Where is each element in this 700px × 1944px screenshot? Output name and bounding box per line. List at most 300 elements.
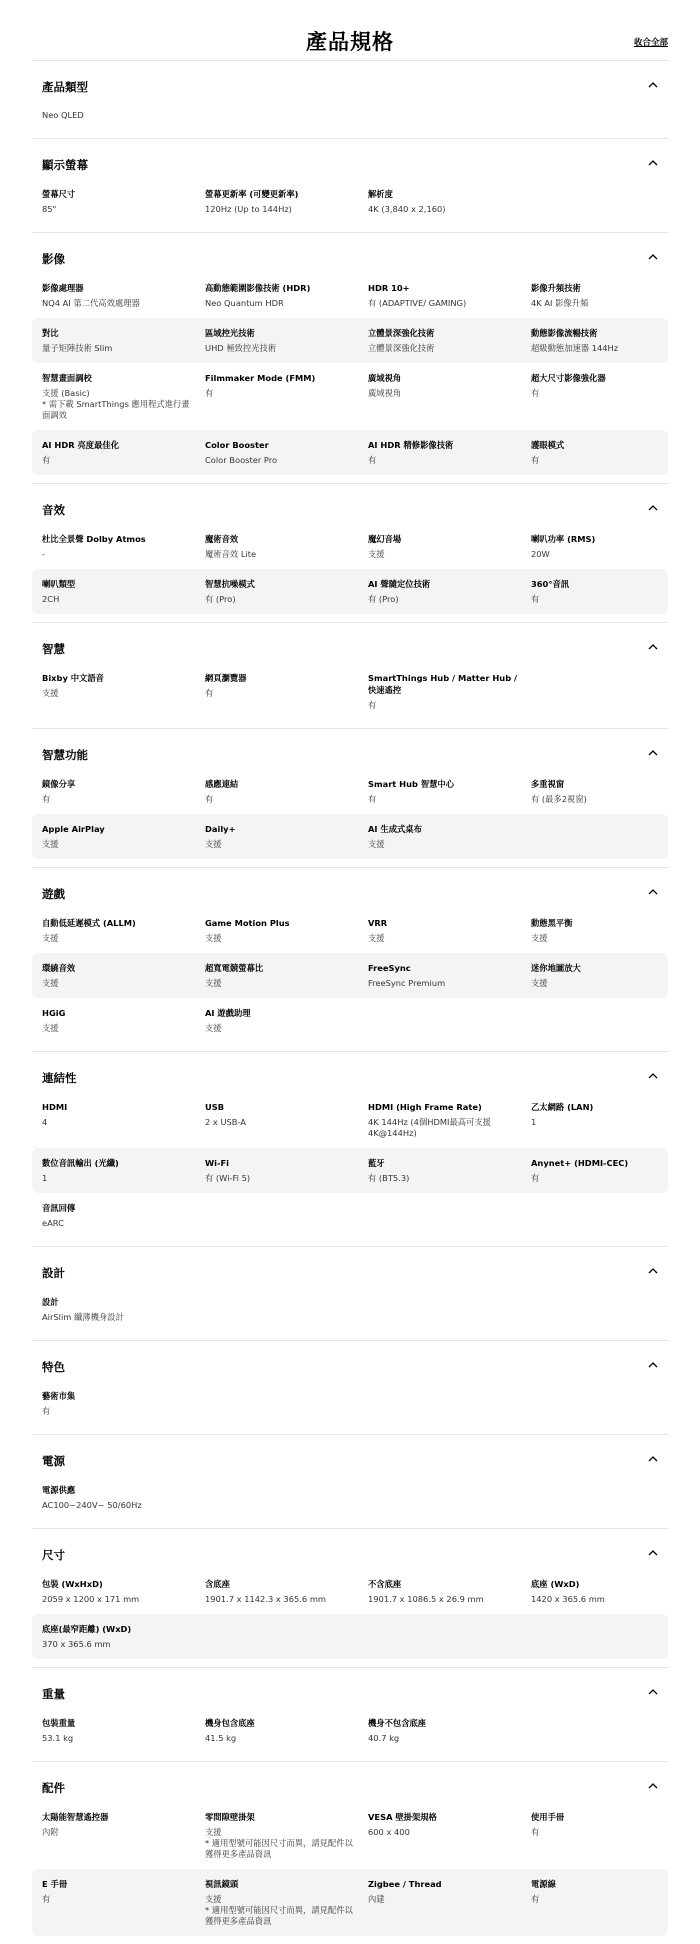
spec-label: Wi-Fi: [205, 1158, 229, 1168]
spec-cell: [42, 188, 205, 215]
spec-value: 支援 * 適用型號可能因尺寸而異，請見配件以獲得更多產品資訊: [205, 1827, 353, 1859]
spec-cell: [531, 327, 694, 354]
spec-label: 影像升頻技術: [531, 283, 581, 293]
spec-cell: [531, 1578, 694, 1605]
spec-label: 螢幕尺寸: [42, 189, 76, 199]
spec-cell: [42, 282, 205, 309]
spec-sections: [0, 60, 700, 1944]
section-title: 電源: [42, 1454, 65, 1468]
spec-label: 太陽能智慧遙控器: [42, 1812, 109, 1822]
spec-row: [32, 318, 668, 363]
spec-rows: [32, 1708, 668, 1761]
spec-row: [32, 1148, 668, 1193]
spec-label: 含底座: [205, 1579, 230, 1589]
spec-section: [32, 1434, 668, 1528]
spec-cell: [368, 823, 531, 850]
spec-row: [32, 998, 668, 1043]
spec-value: 4K (3,840 x 2,160): [368, 204, 446, 214]
spec-label: 動態黑平衡: [531, 918, 573, 928]
spec-cell: [205, 672, 368, 711]
spec-row: [32, 524, 668, 569]
spec-cell: [368, 1578, 531, 1605]
spec-cell: [531, 533, 694, 560]
spec-label: 喇叭功率 (RMS): [531, 534, 596, 544]
spec-cell: [368, 1811, 531, 1860]
spec-label: Smart Hub 智慧中心: [368, 779, 455, 789]
spec-cell: [205, 917, 368, 944]
spec-cell: [368, 1157, 531, 1184]
spec-value: UHD 極致控光技術: [205, 343, 277, 353]
spec-rows: [32, 273, 668, 483]
spec-label: 多重視窗: [531, 779, 565, 789]
spec-label: 鏡像分享: [42, 779, 76, 789]
collapse-all-link[interactable]: 收合全部: [633, 38, 668, 48]
spec-label: HDMI (High Frame Rate): [368, 1102, 482, 1112]
spec-cell: [42, 372, 205, 421]
spec-cell: [42, 672, 205, 711]
spec-value: 53.1 kg: [42, 1733, 74, 1743]
spec-rows: [32, 1569, 668, 1667]
spec-label: 對比: [42, 328, 59, 338]
spec-cell: [42, 533, 205, 560]
chevron-up-icon[interactable]: [648, 749, 658, 756]
spec-label: 機身不包含底座: [368, 1718, 427, 1728]
spec-value: 有: [205, 688, 214, 698]
spec-section: [32, 867, 668, 1051]
spec-value: 支援: [531, 933, 548, 943]
spec-value: 有: [531, 455, 540, 465]
spec-label: FreeSync: [368, 963, 411, 973]
spec-label: 迷你地圖放大: [531, 963, 581, 973]
spec-cell: [531, 282, 694, 309]
chevron-up-icon[interactable]: [648, 1072, 658, 1079]
spec-label: Anynet+ (HDMI-CEC): [531, 1158, 629, 1168]
section-header[interactable]: [32, 233, 668, 273]
spec-value: 41.5 kg: [205, 1733, 237, 1743]
spec-value: 支援: [368, 549, 385, 559]
spec-label: AI 生成式桌布: [368, 824, 422, 834]
spec-value: 支援: [205, 1023, 222, 1033]
section-header[interactable]: [32, 1435, 668, 1475]
spec-cell: [368, 1717, 531, 1744]
spec-value: 1420 x 365.6 mm: [531, 1594, 605, 1604]
spec-cell: [368, 372, 531, 421]
spec-value: FreeSync Premium: [368, 978, 446, 988]
spec-label: AI HDR 亮度最佳化: [42, 440, 119, 450]
section-title: 設計: [42, 1266, 65, 1280]
spec-value: 超級動態加速器 144Hz: [531, 343, 619, 353]
spec-cell: [205, 1007, 368, 1034]
spec-label: 視訊鏡頭: [205, 1879, 239, 1889]
spec-row: [32, 769, 668, 814]
section-title: 智慧: [42, 642, 65, 656]
spec-label: 網頁瀏覽器: [205, 673, 247, 683]
spec-cell: [205, 372, 368, 421]
spec-label: HDR 10+: [368, 283, 410, 293]
spec-cell: [42, 1578, 205, 1605]
spec-cell: [205, 327, 368, 354]
spec-label: Game Motion Plus: [205, 918, 290, 928]
spec-value: 廣域視角: [368, 388, 402, 398]
spec-label: Apple AirPlay: [42, 824, 105, 834]
spec-cell: [205, 1157, 368, 1184]
section-header[interactable]: [32, 1529, 668, 1569]
spec-value: Neo QLED: [42, 110, 84, 120]
page-header: [0, 0, 700, 60]
chevron-up-icon[interactable]: [648, 504, 658, 511]
spec-section: [32, 1667, 668, 1761]
spec-value: 支援 * 適用型號可能因尺寸而異，請見配件以獲得更多產品資訊: [205, 1894, 353, 1926]
spec-value: 有: [531, 1173, 540, 1183]
spec-rows: [32, 1381, 668, 1434]
chevron-up-icon[interactable]: [648, 1361, 658, 1368]
spec-cell: [205, 962, 368, 989]
spec-section: [32, 60, 668, 138]
spec-section: [32, 622, 668, 728]
spec-label: Bixby 中文語音: [42, 673, 104, 683]
spec-value: 支援: [42, 1023, 59, 1033]
section-header[interactable]: [32, 139, 668, 179]
spec-cell: [42, 1202, 205, 1229]
spec-label: VESA 壁掛架規格: [368, 1812, 437, 1822]
spec-value: 600 x 400: [368, 1827, 410, 1837]
spec-cell: [205, 578, 368, 605]
spec-cell: [42, 1007, 205, 1034]
chevron-up-icon[interactable]: [648, 1267, 658, 1274]
spec-section: [32, 1528, 668, 1667]
spec-row: [32, 363, 668, 430]
spec-cell: [368, 533, 531, 560]
spec-value: 內附: [42, 1827, 59, 1837]
spec-value: 4K AI 影像升頻: [531, 298, 589, 308]
spec-section: [32, 483, 668, 622]
spec-value: 有 (Pro): [368, 594, 399, 604]
spec-label: 喇叭類型: [42, 579, 76, 589]
spec-row: [32, 1475, 668, 1520]
spec-cell: [205, 1578, 368, 1605]
section-title: 智慧功能: [42, 748, 88, 762]
spec-value: 魔術音效 Lite: [205, 549, 257, 559]
spec-label: 魔術音效: [205, 534, 239, 544]
spec-label: Filmmaker Mode (FMM): [205, 373, 316, 383]
spec-cell: [531, 578, 694, 605]
spec-value: 40.7 kg: [368, 1733, 400, 1743]
spec-cell: [42, 1101, 205, 1139]
spec-value: 支援: [205, 933, 222, 943]
spec-rows: [32, 769, 668, 867]
spec-row: [32, 273, 668, 318]
spec-cell: [42, 1811, 205, 1860]
spec-cell: [42, 962, 205, 989]
spec-rows: [32, 1802, 668, 1944]
spec-value: 有: [205, 388, 214, 398]
spec-cell: [368, 188, 531, 215]
spec-value: 有: [42, 1406, 51, 1416]
spec-label: 自動低延遲模式 (ALLM): [42, 918, 136, 928]
spec-label: 廣域視角: [368, 373, 402, 383]
spec-row: [32, 179, 668, 224]
spec-label: Color Booster: [205, 440, 269, 450]
spec-label: 藝術市集: [42, 1391, 76, 1401]
spec-label: 區域控光技術: [205, 328, 255, 338]
section-header[interactable]: [32, 729, 668, 769]
spec-value: 內建: [368, 1894, 385, 1904]
spec-value: 120Hz (Up to 144Hz): [205, 204, 292, 214]
spec-label: 設計: [42, 1297, 59, 1307]
spec-cell: [42, 1390, 205, 1417]
spec-value: 有 (Pro): [205, 594, 236, 604]
spec-value: 2059 x 1200 x 171 mm: [42, 1594, 140, 1604]
section-title: 特色: [42, 1360, 65, 1374]
spec-cell: [205, 1101, 368, 1139]
spec-row: [32, 1381, 668, 1426]
chevron-up-icon[interactable]: [648, 81, 658, 88]
spec-cell: [531, 917, 694, 944]
spec-cell: [205, 439, 368, 466]
spec-label: USB: [205, 1102, 225, 1112]
spec-label: 環繞音效: [42, 963, 76, 973]
section-header[interactable]: [32, 1247, 668, 1287]
spec-label: E 手冊: [42, 1879, 68, 1889]
spec-section: [32, 138, 668, 232]
spec-cell: [205, 1717, 368, 1744]
section-title: 配件: [42, 1781, 65, 1795]
spec-value: 支援: [531, 978, 548, 988]
spec-value: 有: [42, 455, 51, 465]
spec-label: 數位音訊輸出 (光纖): [42, 1158, 119, 1168]
spec-cell: [205, 188, 368, 215]
spec-label: 智慧抗噪模式: [205, 579, 255, 589]
spec-value: 370 x 365.6 mm: [42, 1639, 111, 1649]
spec-row: [32, 953, 668, 998]
spec-label: 感應連結: [205, 779, 239, 789]
spec-value: 立體景深強化技術: [368, 343, 435, 353]
spec-value: 量子矩陣技術 Slim: [42, 343, 113, 353]
section-title: 遊戲: [42, 887, 65, 901]
spec-cell: [531, 372, 694, 421]
spec-label: AI 聲隨定位技術: [368, 579, 431, 589]
spec-cell: [42, 1878, 205, 1927]
spec-value: 20W: [531, 549, 550, 559]
spec-cell: [368, 282, 531, 309]
spec-section: [32, 1340, 668, 1434]
spec-cell: [368, 672, 531, 711]
spec-value: 支援: [42, 839, 59, 849]
chevron-up-icon[interactable]: [648, 253, 658, 260]
spec-label: 包裝 (WxHxD): [42, 1579, 103, 1589]
spec-cell: [42, 778, 205, 805]
spec-cell: [368, 578, 531, 605]
spec-value: Color Booster Pro: [205, 455, 278, 465]
spec-section: [32, 1246, 668, 1340]
spec-value: 85": [42, 204, 57, 214]
spec-value: 有: [531, 1827, 540, 1837]
spec-label: 魔幻音場: [368, 534, 402, 544]
spec-value: 有: [531, 594, 540, 604]
spec-value: Neo Quantum HDR: [205, 298, 284, 308]
chevron-up-icon[interactable]: [648, 1688, 658, 1695]
spec-cell: [368, 917, 531, 944]
spec-cell: [42, 1484, 205, 1511]
spec-cell: [368, 1101, 531, 1139]
spec-cell: [42, 1717, 205, 1744]
spec-value: 支援: [368, 839, 385, 849]
spec-value: 2CH: [42, 594, 60, 604]
spec-cell: [205, 1811, 368, 1860]
page-title: 產品規格: [306, 30, 394, 54]
spec-value: 有: [368, 700, 377, 710]
spec-row: [32, 1092, 668, 1148]
spec-label: 使用手冊: [531, 1812, 565, 1822]
spec-label: 360°音訊: [531, 579, 570, 589]
spec-label: SmartThings Hub / Matter Hub / 快速遙控: [368, 673, 518, 695]
spec-value: 有: [531, 1894, 540, 1904]
spec-cell: [531, 962, 694, 989]
spec-label: 零間隙壁掛架: [205, 1812, 255, 1822]
section-title: 音效: [42, 503, 65, 517]
spec-value: AirSlim 纖薄機身設計: [42, 1312, 124, 1322]
spec-rows: [32, 1287, 668, 1340]
spec-value: 支援: [42, 978, 59, 988]
spec-label: 機身包含底座: [205, 1718, 255, 1728]
section-header[interactable]: [32, 623, 668, 663]
spec-value: 1901.7 x 1142.3 x 365.6 mm: [205, 1594, 326, 1604]
spec-row: [32, 1287, 668, 1332]
spec-cell: [42, 917, 205, 944]
spec-row: [32, 908, 668, 953]
spec-cell: [531, 439, 694, 466]
spec-value: 支援: [368, 933, 385, 943]
section-header[interactable]: [32, 1668, 668, 1708]
chevron-up-icon[interactable]: [648, 888, 658, 895]
spec-rows: [32, 1092, 668, 1246]
spec-cell: [205, 778, 368, 805]
spec-value: 1: [531, 1117, 537, 1127]
spec-label: 立體景深強化技術: [368, 328, 435, 338]
chevron-up-icon[interactable]: [648, 1455, 658, 1462]
spec-rows: [32, 663, 668, 728]
spec-cell: [531, 1157, 694, 1184]
spec-rows: [32, 179, 668, 232]
spec-value: 支援: [205, 839, 222, 849]
spec-value: 有 (Wi-Fi 5): [205, 1173, 251, 1183]
spec-label: VRR: [368, 918, 388, 928]
spec-value: 有: [531, 388, 540, 398]
spec-section: [32, 728, 668, 867]
spec-cell: [42, 1623, 205, 1650]
spec-label: Daily+: [205, 824, 236, 834]
spec-label: 音訊回傳: [42, 1203, 76, 1213]
spec-label: AI 遊戲助理: [205, 1008, 251, 1018]
section-title: 顯示螢幕: [42, 158, 88, 172]
section-title: 產品類型: [42, 80, 88, 94]
spec-section: [32, 232, 668, 483]
spec-row: [32, 1614, 668, 1659]
section-title: 連結性: [42, 1071, 77, 1085]
spec-cell: [205, 282, 368, 309]
spec-value: 有: [42, 1894, 51, 1904]
spec-row: [32, 663, 668, 720]
section-header[interactable]: [32, 1341, 668, 1381]
spec-value: 支援: [42, 688, 59, 698]
spec-label: 高動態範圍影像技術 (HDR): [205, 283, 311, 293]
section-header[interactable]: [32, 1052, 668, 1092]
spec-value: 4K 144Hz (4個HDMI最高可支援4K@144Hz): [368, 1117, 491, 1138]
spec-value: -: [42, 549, 45, 559]
spec-value: 4: [42, 1117, 48, 1127]
spec-section: [32, 1051, 668, 1246]
spec-label: 護眼模式: [531, 440, 565, 450]
spec-row: [32, 1569, 668, 1614]
spec-label: Zigbee / Thread: [368, 1879, 442, 1889]
spec-label: 解析度: [368, 189, 393, 199]
spec-value: 有 (BT5.3): [368, 1173, 410, 1183]
spec-label: 超大尺寸影像強化器: [531, 373, 606, 383]
spec-row: [32, 569, 668, 614]
spec-value: 2 x USB-A: [205, 1117, 246, 1127]
spec-label: HGiG: [42, 1008, 66, 1018]
spec-cell: [368, 962, 531, 989]
spec-cell: [368, 439, 531, 466]
spec-cell: [42, 1157, 205, 1184]
spec-row: [32, 101, 668, 130]
chevron-up-icon[interactable]: [648, 1549, 658, 1556]
spec-cell: [531, 1101, 694, 1139]
spec-cell: [42, 823, 205, 850]
spec-label: 包裝重量: [42, 1718, 76, 1728]
spec-cell: [42, 1296, 205, 1323]
spec-row: [32, 1869, 668, 1936]
spec-value: 有: [205, 794, 214, 804]
section-header[interactable]: [32, 868, 668, 908]
spec-row: [32, 1193, 668, 1238]
spec-value: AC100~240V~ 50/60Hz: [42, 1500, 142, 1510]
spec-row: [32, 430, 668, 475]
spec-value: 有: [42, 794, 51, 804]
spec-label: 乙太網路 (LAN): [531, 1102, 594, 1112]
spec-label: 螢幕更新率 (可變更新率): [205, 189, 299, 199]
spec-label: 電源線: [531, 1879, 556, 1889]
spec-row: [32, 1708, 668, 1753]
spec-label: 底座 (WxD): [531, 1579, 580, 1589]
spec-value: 支援 (Basic) * 需下載 SmartThings 應用程式進行畫面調效: [42, 388, 190, 420]
spec-value: 有 (ADAPTIVE/ GAMING): [368, 298, 467, 308]
chevron-up-icon[interactable]: [648, 1782, 658, 1789]
spec-label: 底座(最窄距離) (WxD): [42, 1624, 132, 1634]
spec-cell: [205, 533, 368, 560]
spec-label: HDMI: [42, 1102, 68, 1112]
spec-value: 1: [42, 1173, 48, 1183]
chevron-up-icon[interactable]: [648, 159, 658, 166]
spec-value: eARC: [42, 1218, 64, 1228]
spec-row: [32, 1802, 668, 1869]
section-title: 尺寸: [42, 1548, 65, 1562]
spec-label: 電源供應: [42, 1485, 76, 1495]
spec-rows: [32, 908, 668, 1051]
spec-label: AI HDR 精修影像技術: [368, 440, 454, 450]
spec-cell: [205, 1878, 368, 1927]
spec-cell: [205, 823, 368, 850]
spec-value: 有: [368, 794, 377, 804]
section-header[interactable]: [32, 61, 668, 101]
section-title: 重量: [42, 1687, 65, 1701]
chevron-up-icon[interactable]: [648, 643, 658, 650]
spec-rows: [32, 1475, 668, 1528]
spec-cell: [368, 327, 531, 354]
section-header[interactable]: [32, 484, 668, 524]
section-header[interactable]: [32, 1762, 668, 1802]
spec-value: 有: [368, 455, 377, 465]
